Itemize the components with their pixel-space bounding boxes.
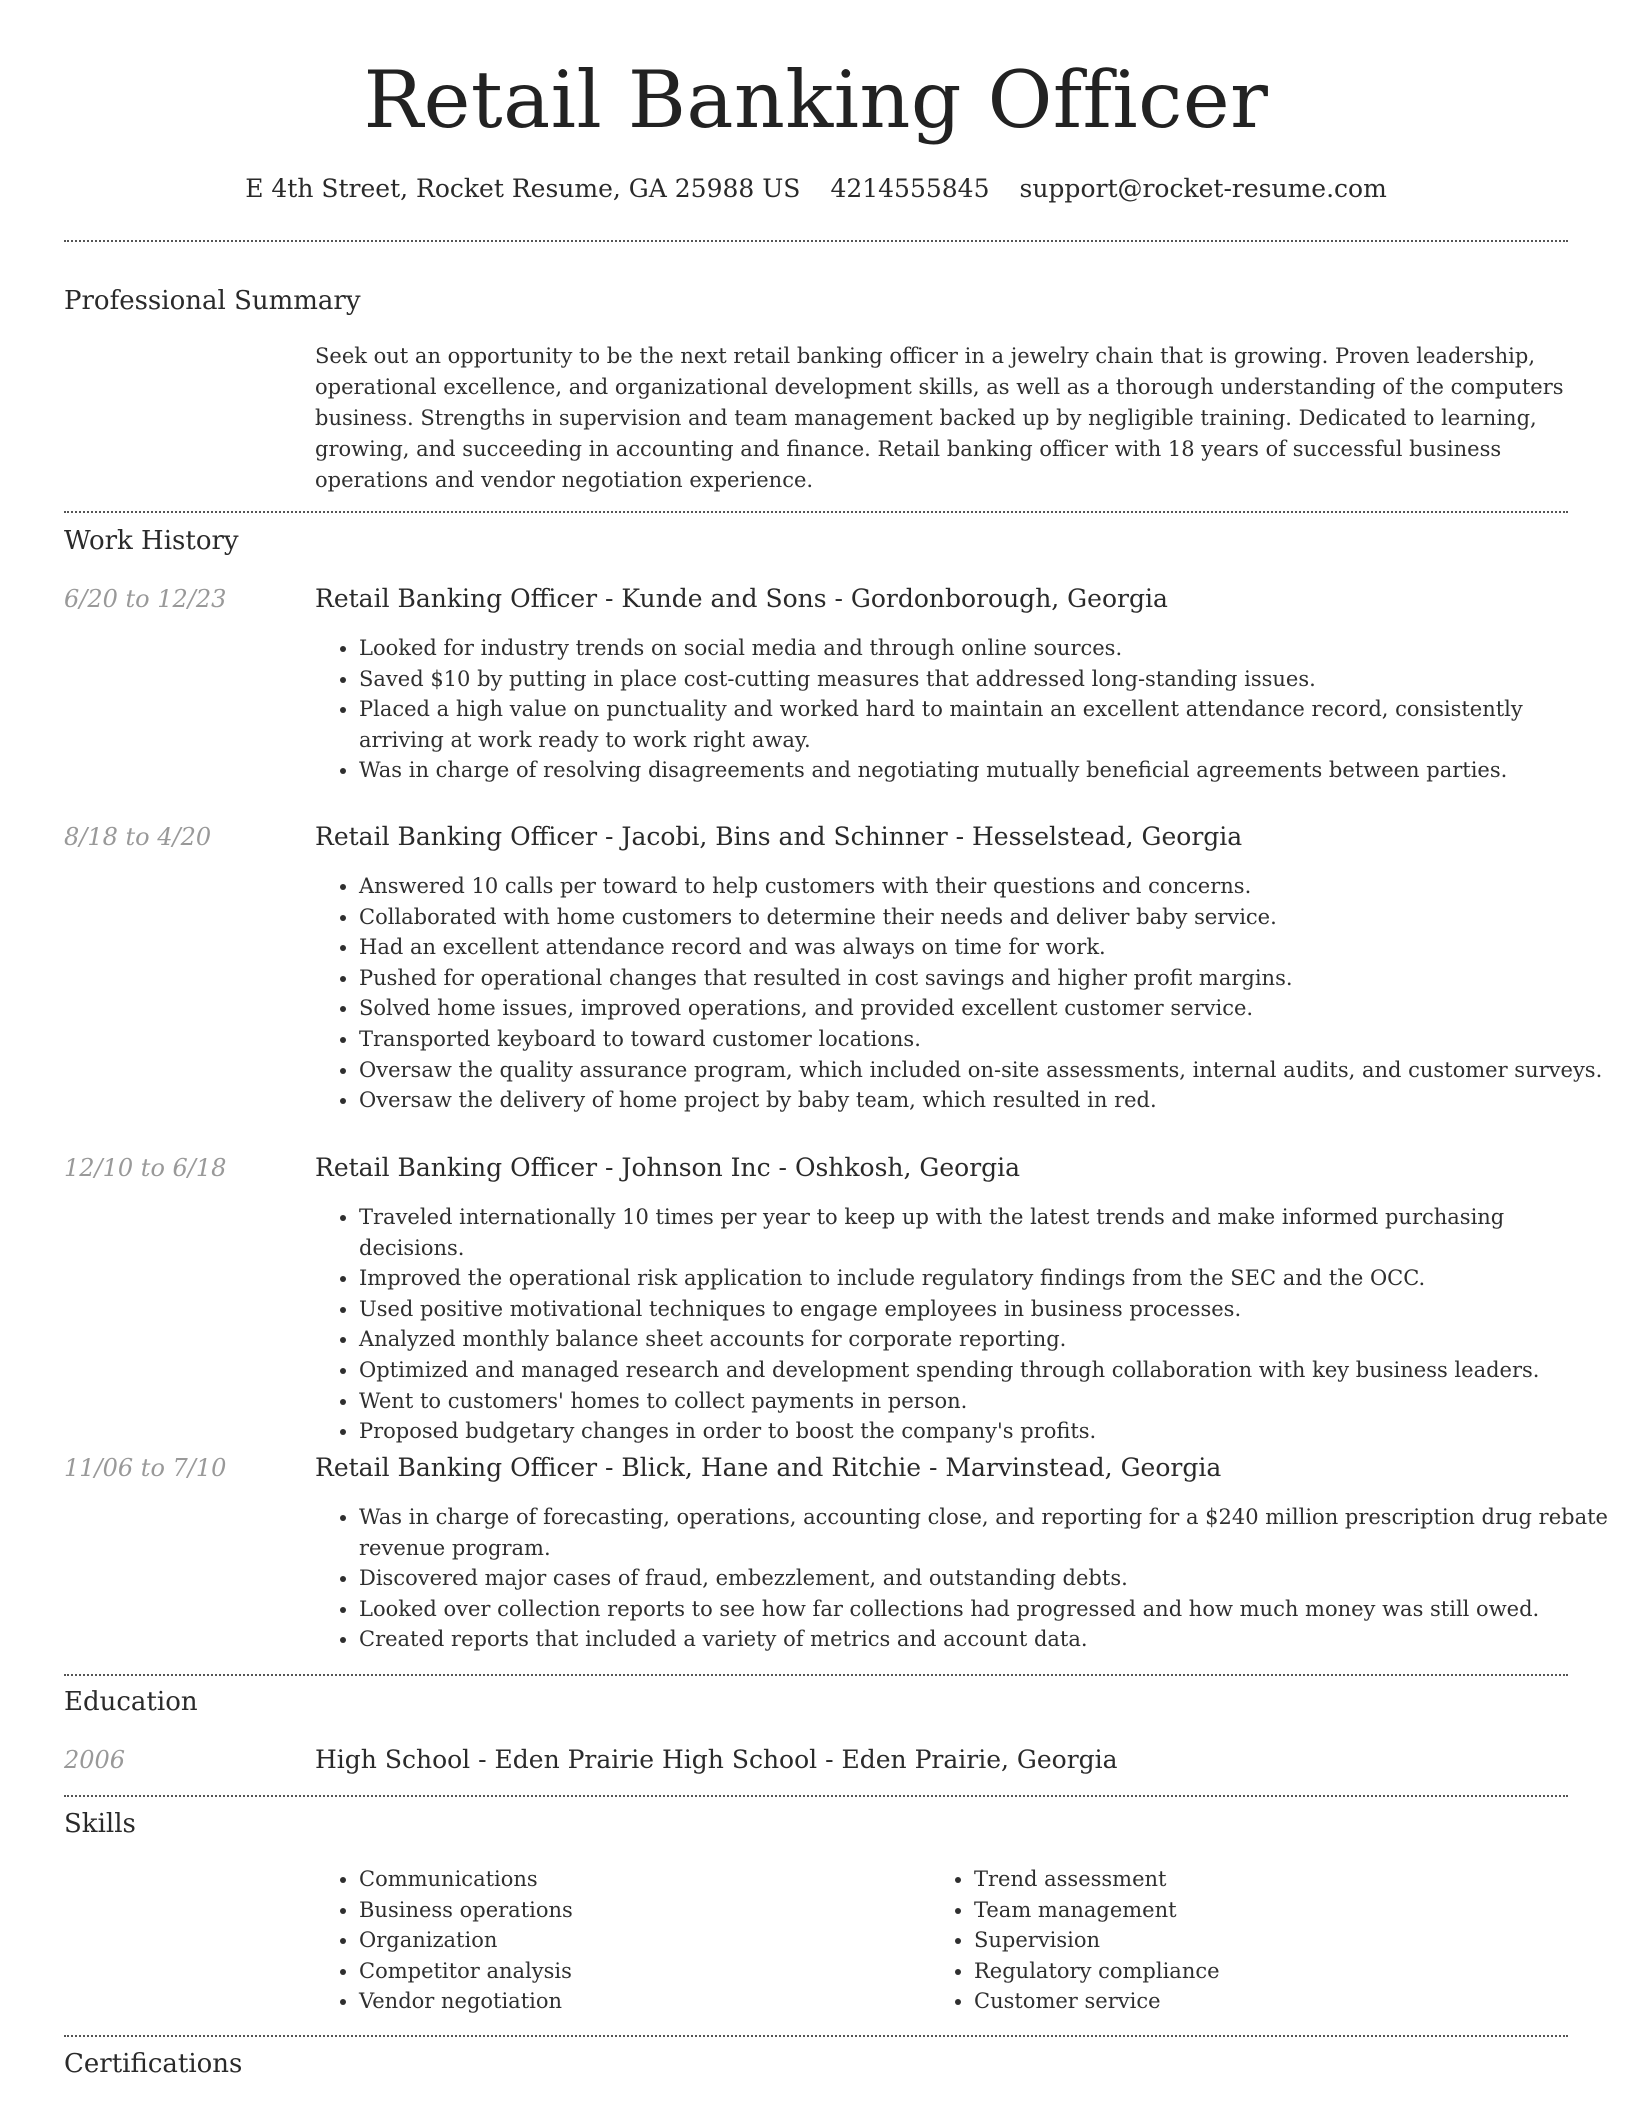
skill-item: • Team management [974, 1895, 1220, 1926]
job-bullet: • Oversaw the delivery of home project by baby team, which resulted in red. [359, 1085, 1609, 1116]
contact-phone: 4214555845 [830, 174, 990, 203]
job-bullet: • Optimized and managed research and development spending through collaboration with key business leaders. [359, 1355, 1609, 1386]
section-divider [64, 2035, 1568, 2037]
job-bullets [315, 871, 1609, 1116]
job-bullet: • Went to customers' homes to collect payments in person. [359, 1386, 1609, 1417]
job-bullet: • Improved the operational risk application to include regulatory findings from the SEC and the OCC. [359, 1263, 1609, 1294]
education-heading: Education [64, 1687, 198, 1717]
job-bullet: • Had an excellent attendance record and was always on time for work. [359, 932, 1609, 963]
job-bullet: • Saved $10 by putting in place cost-cutting measures that addressed long-standing issues. [359, 664, 1609, 695]
section-divider [64, 240, 1568, 242]
skill-item: • Customer service [974, 1986, 1220, 2017]
job-bullet: • Transported keyboard to toward customer locations. [359, 1024, 1609, 1055]
job-bullet: • Solved home issues, improved operations, and provided excellent customer service. [359, 993, 1609, 1024]
job-bullet: • Collaborated with home customers to determine their needs and deliver baby service. [359, 902, 1609, 933]
job-bullet: • Analyzed monthly balance sheet accounts for corporate reporting. [359, 1324, 1609, 1355]
job-title: Retail Banking Officer - Blick, Hane and Ritchie - Marvinstead, Georgia [315, 1453, 1222, 1482]
contact-address: E 4th Street, Rocket Resume, GA 25988 US [245, 174, 801, 203]
job-bullet: • Looked over collection reports to see how far collections had progressed and how much money was still owed. [359, 1594, 1609, 1625]
job-bullet: • Was in charge of resolving disagreements and negotiating mutually beneficial agreements between parties. [359, 755, 1609, 786]
job-bullet: • Pushed for operational changes that resulted in cost savings and higher profit margins. [359, 963, 1609, 994]
job-bullets [315, 633, 1609, 786]
certifications-heading: Certifications [64, 2049, 243, 2079]
job-dates: 6/20 to 12/23 [64, 585, 227, 613]
skill-item: • Organization [359, 1925, 573, 1956]
skill-item: • Regulatory compliance [974, 1956, 1220, 1987]
resume-name: Retail Banking Officer [363, 54, 1269, 146]
section-divider [64, 511, 1568, 513]
job-dates: 11/06 to 7/10 [64, 1454, 227, 1482]
education-entry: High School - Eden Prairie High School - Eden Prairie, Georgia [315, 1745, 1118, 1774]
skills-list-left [315, 1864, 573, 2017]
skill-item: • Business operations [359, 1895, 573, 1926]
skill-item: • Communications [359, 1864, 573, 1895]
skill-item: • Vendor negotiation [359, 1986, 573, 2017]
job-title: Retail Banking Officer - Kunde and Sons - Gordonborough, Georgia [315, 584, 1168, 613]
summary-text: Seek out an opportunity to be the next retail banking officer in a jewelry chain that is growing. Proven leadership, operational excellence, and organizational development skills, as well as a thorough understanding of the computers business. Strengths in supervision and team management backed up by negligible training. Dedicated to learning, growing, and succeeding in accounting and finance. Retail banking officer with 18 years of successful business operations and vendor negotiation experience. [315, 344, 1564, 492]
job-title: Retail Banking Officer - Johnson Inc - Oshkosh, Georgia [315, 1153, 1021, 1182]
work-history-heading: Work History [64, 526, 239, 556]
job-bullet: • Traveled internationally 10 times per year to keep up with the latest trends and make informed purchasing decisions. [359, 1202, 1609, 1263]
skill-item: • Competitor analysis [359, 1956, 573, 1987]
job-dates: 12/10 to 6/18 [64, 1154, 227, 1182]
job-dates: 8/18 to 4/20 [64, 823, 212, 851]
job-bullet: • Was in charge of forecasting, operations, accounting close, and reporting for a $240 million prescription drug rebate revenue program. [359, 1502, 1609, 1563]
education-year: 2006 [64, 1746, 126, 1774]
job-bullet: • Oversaw the quality assurance program, which included on-site assessments, internal audits, and customer surveys. [359, 1055, 1609, 1086]
contact-email: support@rocket-resume.com [1019, 174, 1387, 203]
summary-heading: Professional Summary [64, 286, 361, 316]
job-bullet: • Proposed budgetary changes in order to boost the company's profits. [359, 1416, 1609, 1447]
skills-heading: Skills [64, 1809, 136, 1839]
contact-line [0, 172, 1632, 206]
job-bullet: • Used positive motivational techniques to engage employees in business processes. [359, 1294, 1609, 1325]
job-bullet: • Placed a high value on punctuality and worked hard to maintain an excellent attendance record, consistently arriving at work ready to work right away. [359, 694, 1609, 755]
job-title: Retail Banking Officer - Jacobi, Bins and Schinner - Hesselstead, Georgia [315, 822, 1243, 851]
skills-list-right [930, 1864, 1220, 2017]
job-bullet: • Looked for industry trends on social media and through online sources. [359, 633, 1609, 664]
job-bullets [315, 1502, 1609, 1655]
skill-item: • Supervision [974, 1925, 1220, 1956]
skill-item: • Trend assessment [974, 1864, 1220, 1895]
job-bullets [315, 1202, 1609, 1447]
section-divider [64, 1795, 1568, 1797]
job-bullet: • Discovered major cases of fraud, embezzlement, and outstanding debts. [359, 1563, 1609, 1594]
job-bullet: • Answered 10 calls per toward to help customers with their questions and concerns. [359, 871, 1609, 902]
job-bullet: • Created reports that included a variety of metrics and account data. [359, 1624, 1609, 1655]
section-divider [64, 1674, 1568, 1676]
